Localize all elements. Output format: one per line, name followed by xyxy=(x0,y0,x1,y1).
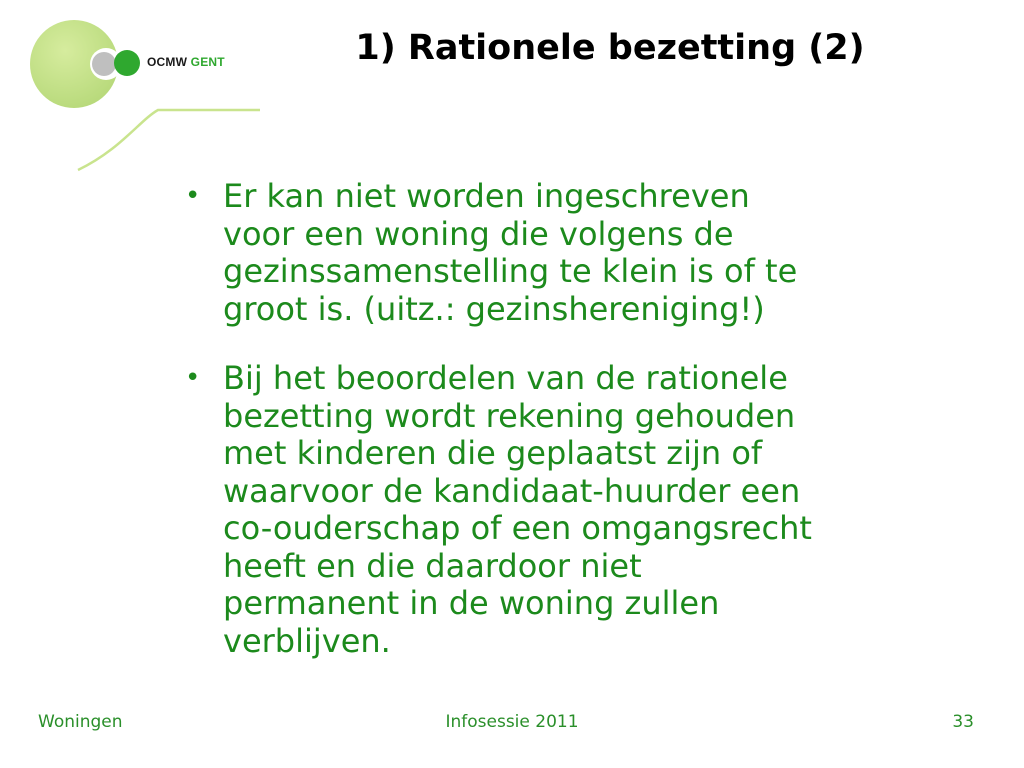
slide-title: 1) Rationele bezetting (2) xyxy=(355,28,865,68)
bullet-list xyxy=(180,178,970,692)
bullet-line: verblijven. xyxy=(223,621,391,660)
bullet-item xyxy=(180,178,970,328)
bullet-line: gezinssamenstelling te klein is of te xyxy=(223,252,798,290)
bullet-line: Bij het beoordelen van de rationele xyxy=(223,359,788,397)
bullet-line: permanent in de woning zullen xyxy=(223,584,720,622)
logo-text-ocmw: OCMW xyxy=(147,55,188,69)
logo-text xyxy=(147,55,225,69)
bullet-dot-icon: • xyxy=(185,181,201,211)
bullet-line: heeft en die daardoor niet xyxy=(223,546,642,585)
bullet-line: voor een woning die volgens de xyxy=(223,214,734,253)
footer-section-name: Woningen xyxy=(38,712,123,732)
bullet-line: groot is. (uitz.: gezinshereniging!) xyxy=(223,289,765,328)
footer-page-number: 33 xyxy=(952,712,974,732)
bullet-line: co-ouderschap of een omgangsrecht xyxy=(223,509,812,547)
bullet-line: Er kan niet worden ingeschreven xyxy=(223,177,750,215)
ocmw-gent-logo xyxy=(0,0,260,180)
footer-event-name: Infosessie 2011 xyxy=(445,712,579,732)
bullet-item xyxy=(180,360,970,660)
logo-text-gent: GENT xyxy=(190,55,225,69)
bullet-line: bezetting wordt rekening gehouden xyxy=(223,396,796,435)
bullet-line: met kinderen die geplaatst zijn of xyxy=(223,434,763,472)
bullet-line: waarvoor de kandidaat-huurder een xyxy=(223,471,801,510)
bullet-dot-icon: • xyxy=(185,363,201,393)
